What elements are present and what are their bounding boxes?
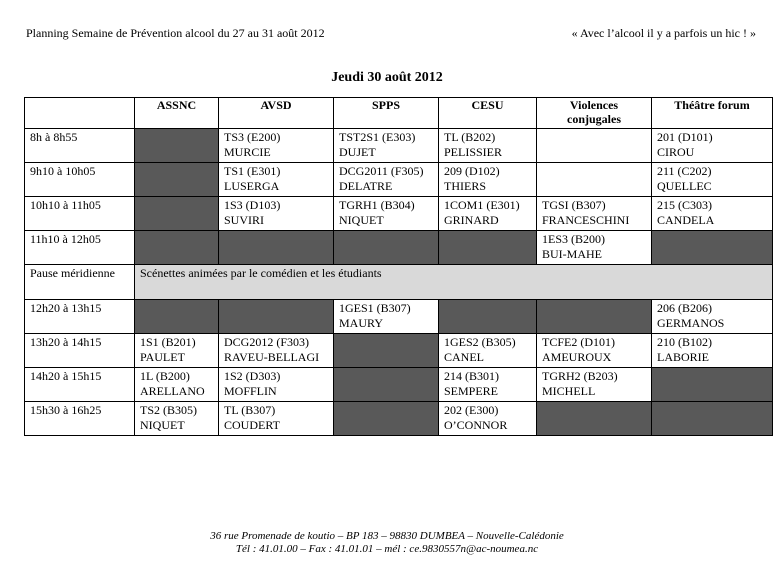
session-cell (334, 300, 439, 334)
teacher-name: MURCIE (224, 145, 271, 159)
class-room: 201 (D101) (657, 130, 713, 144)
blocked-cell (652, 368, 773, 402)
session-cell (537, 197, 652, 231)
teacher-name: THIERS (444, 179, 486, 193)
teacher-name: CANDELA (657, 213, 715, 227)
teacher-name: AMEUROUX (542, 350, 612, 364)
table-row (25, 163, 773, 197)
session-cell (219, 129, 334, 163)
class-room: DCG2012 (F303) (224, 335, 310, 349)
pause-banner: Scénettes animées par le comédien et les étudiants (135, 265, 773, 300)
teacher-name: MICHELL (542, 384, 596, 398)
class-room: TS2 (B305) (140, 403, 197, 417)
teacher-name: CANEL (444, 350, 484, 364)
class-room: TL (B307) (224, 403, 276, 417)
table-row (25, 129, 773, 163)
empty-cell (537, 163, 652, 197)
teacher-name: RAVEU-BELLAGI (224, 350, 320, 364)
table-row (25, 231, 773, 265)
col-header-cesu: CESU (439, 98, 537, 129)
empty-cell (537, 129, 652, 163)
table-row (25, 300, 773, 334)
blocked-cell (652, 231, 773, 265)
class-room: 214 (B301) (444, 369, 499, 383)
class-room: 211 (C202) (657, 164, 712, 178)
time-slot: 9h10 à 10h05 (25, 163, 135, 197)
col-header-violences-line1: Violences (569, 98, 619, 112)
class-room: TS1 (E301) (224, 164, 281, 178)
class-room: TS3 (E200) (224, 130, 281, 144)
time-slot: 14h20 à 15h15 (25, 368, 135, 402)
blocked-cell (334, 231, 439, 265)
header-row (25, 98, 773, 129)
teacher-name: MAURY (339, 316, 384, 330)
session-cell (439, 402, 537, 436)
class-room: 215 (C303) (657, 198, 712, 212)
time-slot: 15h30 à 16h25 (25, 402, 135, 436)
teacher-name: GERMANOS (657, 316, 725, 330)
slogan: « Avec l’alcool il y a parfois un hic ! » (571, 26, 756, 40)
col-header-theatre: Théâtre forum (652, 98, 773, 129)
session-cell (652, 163, 773, 197)
class-room: 1COM1 (E301) (444, 198, 520, 212)
session-cell (135, 402, 219, 436)
table-row (25, 197, 773, 231)
col-header-avsd: AVSD (219, 98, 334, 129)
teacher-name: PAULET (140, 350, 185, 364)
session-cell (439, 129, 537, 163)
blocked-cell (537, 402, 652, 436)
blocked-cell (135, 197, 219, 231)
footer-address: 36 rue Promenade de koutio – BP 183 – 98830 DUMBEA – Nouvelle-Calédonie (210, 530, 564, 542)
blocked-cell (439, 231, 537, 265)
teacher-name: PELISSIER (444, 145, 503, 159)
blocked-cell (135, 163, 219, 197)
session-cell (439, 368, 537, 402)
class-room: 1ES3 (B200) (542, 232, 605, 246)
class-room: 210 (B102) (657, 335, 712, 349)
teacher-name: MOFFLIN (224, 384, 277, 398)
blocked-cell (439, 300, 537, 334)
session-cell (439, 334, 537, 368)
session-cell (219, 402, 334, 436)
session-cell (439, 197, 537, 231)
session-cell (219, 334, 334, 368)
session-cell (439, 163, 537, 197)
session-cell (652, 334, 773, 368)
col-header-spps: SPPS (334, 98, 439, 129)
time-slot: 11h10 à 12h05 (25, 231, 135, 265)
col-header-assnc: ASSNC (135, 98, 219, 129)
session-cell (334, 197, 439, 231)
blocked-cell (135, 300, 219, 334)
teacher-name: NIQUET (339, 213, 384, 227)
session-cell (537, 368, 652, 402)
table-row (25, 402, 773, 436)
class-room: 1S2 (D303) (224, 369, 281, 383)
class-room: 1GES1 (B307) (339, 301, 411, 315)
teacher-name: NIQUET (140, 418, 185, 432)
teacher-name: QUELLEC (657, 179, 712, 193)
time-slot: 13h20 à 14h15 (25, 334, 135, 368)
footer-contact: Tél : 41.01.00 – Fax : 41.01.01 – mél : ce.9830557n@ac-noumea.nc (235, 543, 539, 555)
pause-row (25, 265, 773, 300)
teacher-name: LUSERGA (224, 179, 280, 193)
session-cell (652, 129, 773, 163)
session-cell (219, 197, 334, 231)
session-cell (135, 368, 219, 402)
col-header-violences (537, 98, 652, 129)
table-row (25, 334, 773, 368)
blocked-cell (652, 402, 773, 436)
teacher-name: O’CONNOR (444, 418, 508, 432)
session-cell (219, 368, 334, 402)
class-room: TL (B202) (444, 130, 496, 144)
time-slot: 10h10 à 11h05 (25, 197, 135, 231)
class-room: TGSI (B307) (542, 198, 606, 212)
session-cell (652, 197, 773, 231)
schedule-table (24, 97, 773, 436)
teacher-name: SUVIRI (224, 213, 265, 227)
blocked-cell (334, 334, 439, 368)
session-cell (219, 163, 334, 197)
teacher-name: SEMPERE (444, 384, 499, 398)
time-slot: Pause méridienne (25, 265, 135, 300)
teacher-name: DELATRE (339, 179, 393, 193)
blocked-cell (334, 368, 439, 402)
class-room: TST2S1 (E303) (339, 130, 416, 144)
class-room: TGRH2 (B203) (542, 369, 618, 383)
session-cell (537, 334, 652, 368)
blocked-cell (219, 300, 334, 334)
col-header-time (25, 98, 135, 129)
day-title: Jeudi 30 août 2012 (331, 70, 443, 85)
class-room: 202 (E300) (444, 403, 499, 417)
teacher-name: ARELLANO (140, 384, 205, 398)
class-room: 1L (B200) (140, 369, 190, 383)
teacher-name: CIROU (657, 145, 695, 159)
teacher-name: FRANCESCHINI (542, 213, 630, 227)
teacher-name: DUJET (339, 145, 376, 159)
time-slot: 8h à 8h55 (25, 129, 135, 163)
teacher-name: COUDERT (224, 418, 280, 432)
session-cell (135, 334, 219, 368)
teacher-name: BUI-MAHE (542, 247, 602, 261)
blocked-cell (135, 231, 219, 265)
blocked-cell (334, 402, 439, 436)
class-room: TCFE2 (D101) (542, 335, 615, 349)
col-header-violences-line2: conjugales (567, 112, 621, 126)
session-cell (652, 300, 773, 334)
class-room: 1S3 (D103) (224, 198, 281, 212)
session-cell (334, 163, 439, 197)
table-row (25, 368, 773, 402)
session-cell (537, 231, 652, 265)
blocked-cell (537, 300, 652, 334)
class-room: 206 (B206) (657, 301, 712, 315)
class-room: TGRH1 (B304) (339, 198, 415, 212)
class-room: DCG2011 (F305) (339, 164, 424, 178)
blocked-cell (219, 231, 334, 265)
time-slot: 12h20 à 13h15 (25, 300, 135, 334)
teacher-name: GRINARD (444, 213, 499, 227)
document-title: Planning Semaine de Prévention alcool du 27 au 31 août 2012 (26, 26, 325, 40)
teacher-name: LABORIE (657, 350, 709, 364)
class-room: 209 (D102) (444, 164, 500, 178)
class-room: 1GES2 (B305) (444, 335, 516, 349)
class-room: 1S1 (B201) (140, 335, 196, 349)
session-cell (334, 129, 439, 163)
blocked-cell (135, 129, 219, 163)
